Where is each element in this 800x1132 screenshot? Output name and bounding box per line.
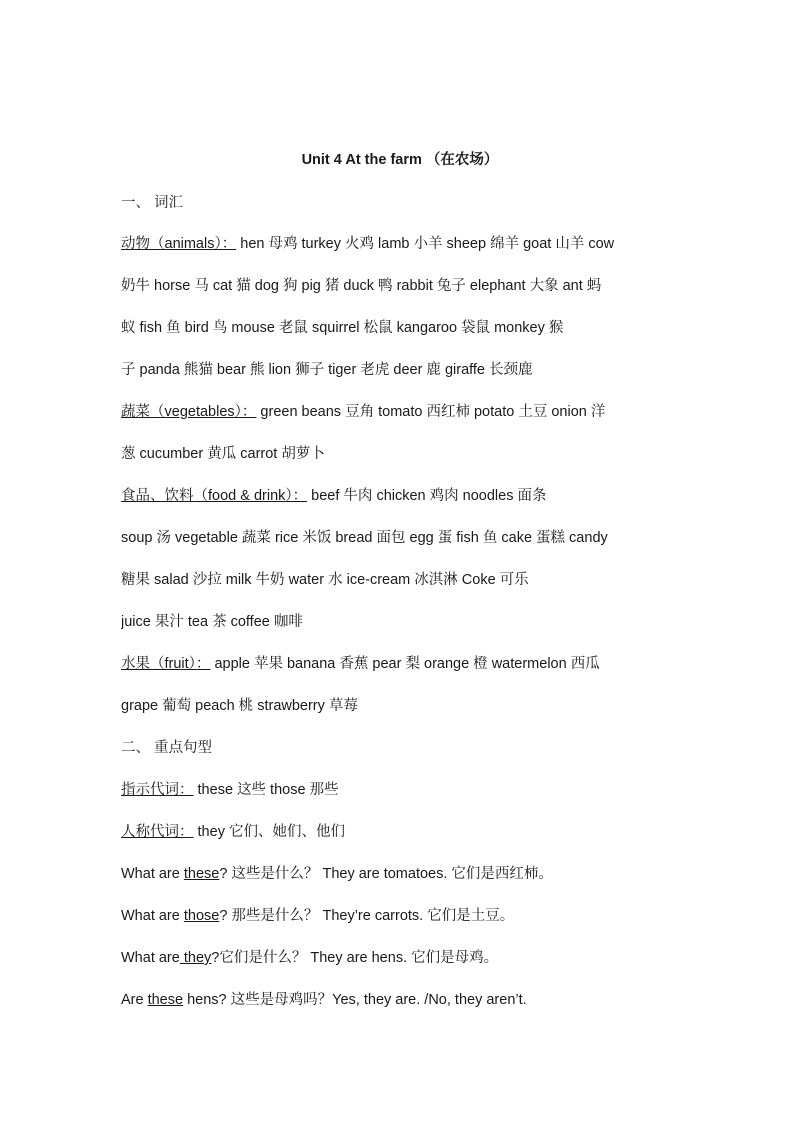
sentence-2-post: ? 那些是什么？ They’re carrots. 它们是土豆。: [219, 908, 515, 924]
sentence-1-post: ? 这些是什么？ They are tomatoes. 它们是西红柿。: [219, 866, 553, 882]
vegetables-line-1: [121, 402, 686, 422]
animals-line-3: 蚁 fish 鱼 bird 鸟 mouse 老鼠 squirrel 松鼠 kangaroo 袋鼠 monkey 猴: [121, 320, 564, 336]
fruit-text-1: apple 苹果 banana 香蕉 pear 梨 orange 橙 watermelon 西瓜: [214, 656, 600, 672]
food-line-4: juice 果汁 tea 茶 coffee 咖啡: [121, 614, 303, 630]
fruit-label: 水果（fruit）：: [121, 656, 211, 672]
sentence-2-underlined: those: [183, 908, 220, 924]
fruit-line-1: [121, 654, 686, 674]
food-line-2: soup 汤 vegetable 蔬菜 rice 米饭 bread 面包 egg 蛋 fish 鱼 cake 蛋糕 candy: [121, 530, 608, 546]
demonstratives-label: 指示代词：: [121, 782, 194, 798]
sentence-3-pre: What are: [121, 950, 180, 966]
personal-pronouns-text: they 它们、她们、他们: [197, 824, 345, 840]
animals-text-1: hen 母鸡 turkey 火鸡 lamb 小羊 sheep 绵羊 goat 山羊 cow: [240, 236, 615, 252]
food-line-1: [121, 486, 686, 506]
sentence-4-post: hens? 这些是母鸡吗？Yes, they are. /No, they aren’t.: [183, 992, 527, 1008]
fruit-line-2: grape 葡萄 peach 桃 strawberry 草莓: [121, 698, 358, 714]
sentence-3: [121, 948, 686, 968]
demonstratives-line: [121, 780, 686, 800]
section-heading-vocabulary: 一、 词汇: [121, 195, 184, 211]
personal-pronouns-label: 人称代词：: [121, 824, 194, 840]
sentence-1-underlined: these: [183, 866, 220, 882]
vegetables-line-2: 葱 cucumber 黄瓜 carrot 胡萝卜: [121, 446, 325, 462]
vegetables-label: 蔬菜（vegetables）：: [121, 404, 257, 420]
sentence-3-underlined: they: [179, 950, 212, 966]
sentence-4-underlined: these: [147, 992, 184, 1008]
sentence-3-post: ?它们是什么？ They are hens. 它们是母鸡。: [211, 950, 499, 966]
personal-pronouns-line: [121, 822, 686, 842]
animals-line-2: 奶牛 horse 马 cat 猫 dog 狗 pig 猪 duck 鸭 rabbit 兔子 elephant 大象 ant 蚂: [121, 278, 602, 294]
animals-line-1: [121, 234, 686, 254]
animals-line-4: 子 panda 熊猫 bear 熊 lion 狮子 tiger 老虎 deer 鹿 giraffe 长颈鹿: [121, 362, 533, 378]
sentence-1-pre: What are: [121, 866, 184, 882]
animals-label: 动物（animals）：: [121, 236, 237, 252]
food-label: 食品、饮料（food & drink）：: [121, 488, 308, 504]
sentence-2: [121, 906, 686, 926]
sentence-4-pre: Are: [121, 992, 148, 1008]
food-line-3: 糖果 salad 沙拉 milk 牛奶 water 水 ice-cream 冰淇淋 Coke 可乐: [121, 572, 529, 588]
sentence-4: [121, 990, 686, 1010]
food-text-1: beef 牛肉 chicken 鸡肉 noodles 面条: [311, 488, 547, 504]
demonstratives-text: these 这些 those 那些: [197, 782, 339, 798]
section-heading-sentences: 二、 重点句型: [121, 740, 213, 756]
sentence-1: [121, 864, 686, 884]
sentence-2-pre: What are: [121, 908, 184, 924]
vegetables-text-1: green beans 豆角 tomato 西红柿 potato 土豆 onion 洋: [260, 404, 606, 420]
page-title: Unit 4 At the farm （在农场）: [301, 152, 499, 168]
